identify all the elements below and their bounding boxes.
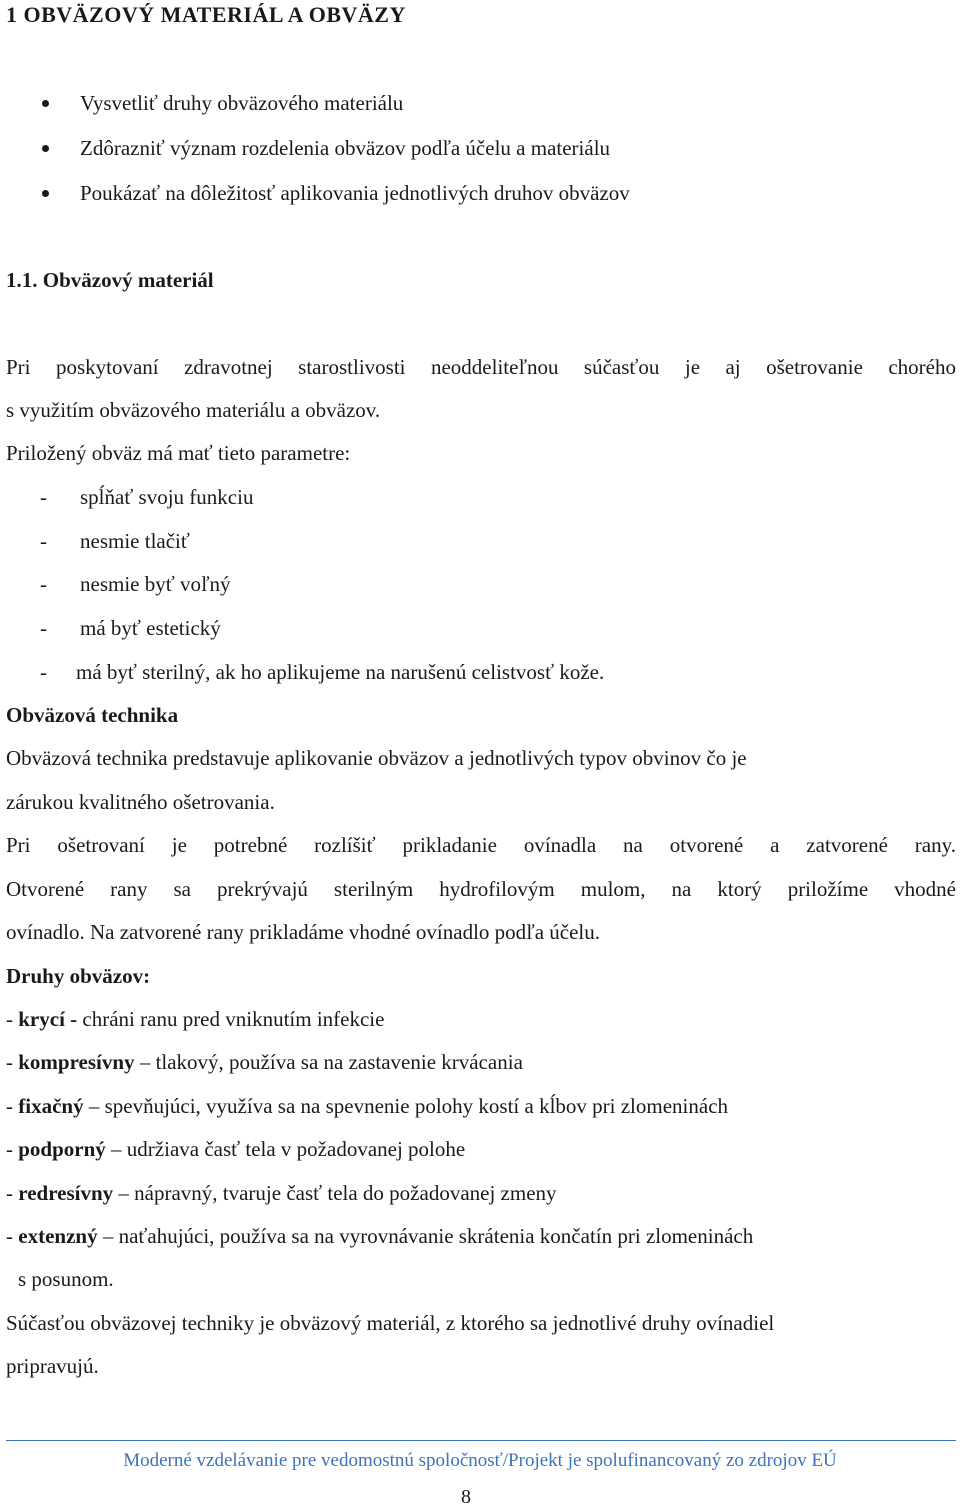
paragraph-line: Pri poskytovaní zdravotnej starostlivosti neoddeliteľnou súčasťou je aj ošetrovanie chorého [6, 355, 956, 379]
item-description: udržiava časť tela v požadovanej polohe [126, 1137, 466, 1161]
item-prefix: - [6, 1181, 19, 1205]
item-description: nápravný, tvaruje časť tela do požadovanej zmeny [134, 1181, 557, 1205]
item-prefix: - [6, 1007, 19, 1031]
param-text: nesmie tlačiť [80, 529, 190, 553]
item-description: spevňujúci, využíva sa na spevnenie polohy kostí a kĺbov pri zlomeninách [104, 1094, 729, 1118]
footer-divider [6, 1440, 956, 1441]
objective-text: Vysvetliť druhy obväzového materiálu [80, 91, 404, 115]
footer-text: Moderné vzdelávanie pre vedomostnú spoločnosť/Projekt je spolufinancovaný zo zdrojov EÚ [123, 1450, 837, 1471]
item-prefix: - [6, 1224, 19, 1248]
item-description: tlakový, používa sa na zastavenie krvácania [155, 1050, 523, 1074]
item-term: redresívny [18, 1181, 114, 1205]
list-item [6, 1049, 523, 1075]
param-text: má byť estetický [80, 616, 221, 640]
param-text: spĺňať svoju funkciu [80, 485, 254, 509]
paragraph-line: Otvorené rany sa prekrývajú sterilným hydrofilovým mulom, na ktorý priložíme vhodné [6, 877, 956, 901]
param-text: má byť sterilný, ak ho aplikujeme na narušenú celistvosť kože. [76, 660, 605, 684]
section-heading: 1.1. Obväzový materiál [6, 268, 214, 292]
item-separator: – [134, 1050, 156, 1074]
list-item [6, 1136, 465, 1162]
paragraph-line: pripravujú. [6, 1354, 99, 1378]
page-number: 8 [461, 1486, 471, 1508]
dash-marker: - [40, 660, 47, 684]
item-prefix: - [6, 1137, 19, 1161]
item-description: chráni ranu pred vniknutím infekcie [82, 1007, 385, 1031]
paragraph-line: Pri ošetrovaní je potrebné rozlíšiť prikladanie ovínadla na otvorené a zatvorené rany. [6, 833, 956, 857]
bullet-icon [42, 100, 49, 107]
item-prefix: - [6, 1050, 19, 1074]
objective-text: Zdôrazniť význam rozdelenia obväzov podľa účelu a materiálu [80, 136, 611, 160]
bullet-icon [42, 190, 49, 197]
list-item [6, 1223, 753, 1249]
technique-heading: Obväzová technika [6, 703, 179, 727]
list-item [6, 1006, 384, 1032]
paragraph-line: ovínadlo. Na zatvorené rany prikladáme vhodné ovínadlo podľa účelu. [6, 920, 600, 944]
item-separator: – [97, 1224, 119, 1248]
list-item-continuation: s posunom. [18, 1267, 114, 1291]
paragraph-line: Súčasťou obväzovej techniky je obväzový materiál, z ktorého sa jednotlivé druhy ovínadiel [6, 1311, 775, 1335]
item-prefix: - [6, 1094, 19, 1118]
item-separator: – [105, 1137, 127, 1161]
paragraph-line: zárukou kvalitného ošetrovania. [6, 790, 275, 814]
params-intro: Priložený obväz má mať tieto parametre: [6, 441, 351, 465]
item-separator: – [113, 1181, 135, 1205]
objective-text: Poukázať na dôležitosť aplikovania jednotlivých druhov obväzov [80, 181, 630, 205]
item-term: extenzný [18, 1224, 98, 1248]
item-separator: – [83, 1094, 105, 1118]
item-separator: - [64, 1007, 83, 1031]
item-term: podporný [18, 1137, 106, 1161]
item-term: krycí [18, 1007, 65, 1031]
paragraph-line: s využitím obväzového materiálu a obväzov. [6, 398, 381, 422]
item-description: naťahujúci, používa sa na vyrovnávanie skrátenia končatín pri zlomeninách [118, 1224, 754, 1248]
param-text: nesmie byť voľný [80, 572, 231, 596]
list-item [6, 1093, 728, 1119]
types-heading: Druhy obväzov: [6, 964, 151, 988]
dash-marker: - [40, 572, 47, 596]
list-item [6, 1180, 557, 1206]
dash-marker: - [40, 529, 47, 553]
dash-marker: - [40, 485, 47, 509]
paragraph-line: Obväzová technika predstavuje aplikovanie obväzov a jednotlivých typov obvinov čo je [6, 746, 747, 770]
dash-marker: - [40, 616, 47, 640]
chapter-title: 1 OBVÄZOVÝ MATERIÁL A OBVÄZY [6, 2, 406, 27]
item-term: fixačný [18, 1094, 84, 1118]
item-term: kompresívny [18, 1050, 135, 1074]
bullet-icon [42, 145, 49, 152]
